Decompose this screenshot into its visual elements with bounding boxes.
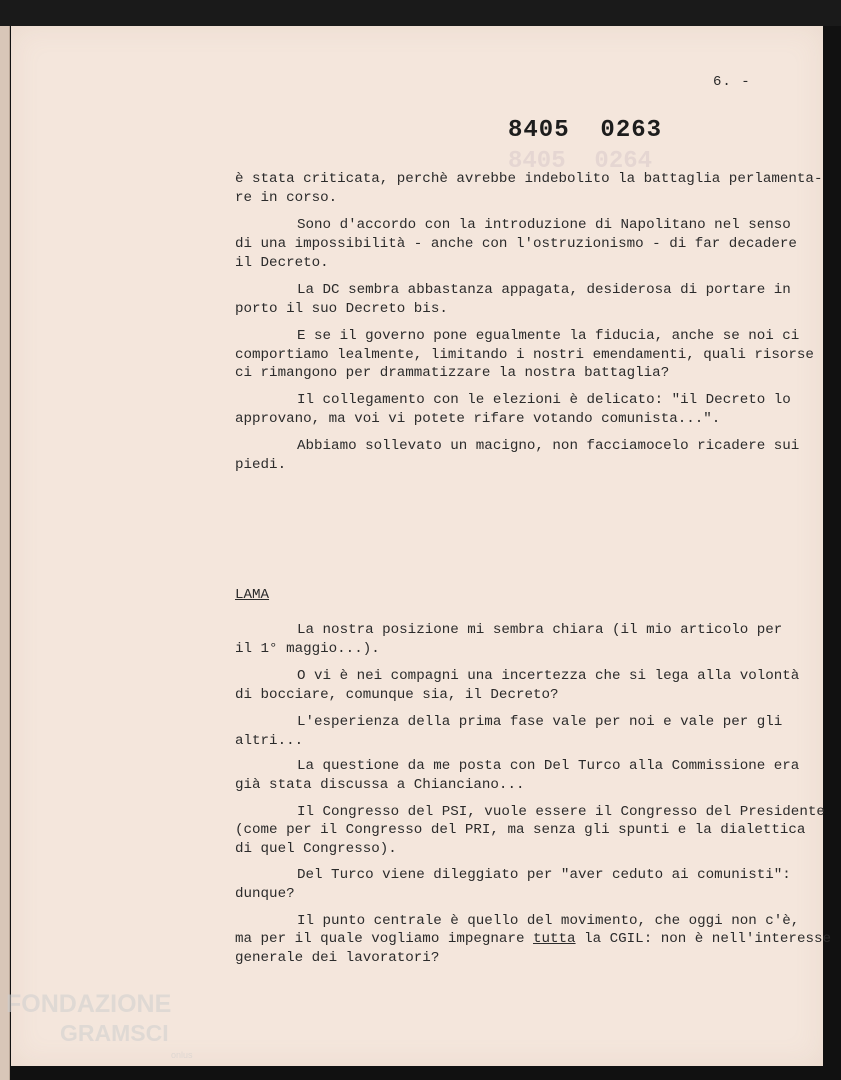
- scan-background: [0, 0, 841, 26]
- text-line: di una impossibilità - anche con l'ostruzionismo - di far decadere: [235, 236, 797, 252]
- speaker-heading: LAMA: [235, 587, 270, 603]
- text-line: Il Congresso del PSI, vuole essere il Congresso del Presidente: [297, 804, 825, 820]
- text-line: il 1° maggio...).: [235, 641, 380, 657]
- underlined-word: tutta: [533, 931, 576, 947]
- text-line: di quel Congresso).: [235, 841, 397, 857]
- document-number: 8405 0263: [508, 117, 663, 144]
- text-line: Sono d'accordo con la introduzione di Napolitano nel senso: [297, 217, 791, 233]
- text-line: [235, 930, 831, 948]
- text-line: già stata discussa a Chianciano...: [235, 777, 525, 793]
- text-line: dunque?: [235, 886, 295, 902]
- text-line: Del Turco viene dileggiato per "aver ceduto ai comunisti":: [297, 867, 791, 883]
- page-number: 6. -: [713, 74, 751, 90]
- text-line: è stata criticata, perchè avrebbe indebolito la battaglia perlamenta-: [235, 171, 823, 187]
- text-segment: ma per il quale vogliamo impegnare: [235, 931, 533, 947]
- binder-edge: [0, 26, 10, 1080]
- text-line: Abbiamo sollevato un macigno, non facciamocelo ricadere sui: [297, 438, 800, 454]
- text-line: La questione da me posta con Del Turco alla Commissione era: [297, 758, 800, 774]
- text-line: re in corso.: [235, 190, 338, 206]
- text-segment: la CGIL: non è nell'interesse: [575, 931, 831, 947]
- text-line: La nostra posizione mi sembra chiara (il mio articolo per: [297, 622, 783, 638]
- text-line: approvano, ma voi vi potete rifare votando comunista...".: [235, 411, 721, 427]
- text-line: E se il governo pone egualmente la fiducia, anche se noi ci: [297, 328, 800, 344]
- text-line: porto il suo Decreto bis.: [235, 301, 448, 317]
- text-line: La DC sembra abbastanza appagata, desiderosa di portare in: [297, 282, 791, 298]
- watermark-line-3: onlus: [171, 1050, 193, 1060]
- text-line: Il collegamento con le elezioni è delicato: "il Decreto lo: [297, 392, 791, 408]
- text-line: O vi è nei compagni una incertezza che si lega alla volontà: [297, 668, 800, 684]
- text-line: il Decreto.: [235, 255, 329, 271]
- text-line: Il punto centrale è quello del movimento, che oggi non c'è,: [297, 913, 800, 929]
- watermark-line-1: FONDAZIONE: [6, 990, 172, 1018]
- text-line: L'esperienza della prima fase vale per noi e vale per gli: [297, 714, 783, 730]
- text-line: ci rimangono per drammatizzare la nostra battaglia?: [235, 365, 670, 381]
- bleed-through-number: 8405 0264: [508, 148, 653, 175]
- text-line: generale dei lavoratori?: [235, 950, 440, 966]
- text-line: altri...: [235, 733, 304, 749]
- text-line: (come per il Congresso del PRI, ma senza gli spunti e la dialettica: [235, 822, 806, 838]
- text-line: comportiamo lealmente, limitando i nostri emendamenti, quali risorse: [235, 347, 814, 363]
- text-line: piedi.: [235, 457, 287, 473]
- watermark-line-2: GRAMSCI: [60, 1020, 169, 1046]
- text-line: di bocciare, comunque sia, il Decreto?: [235, 687, 559, 703]
